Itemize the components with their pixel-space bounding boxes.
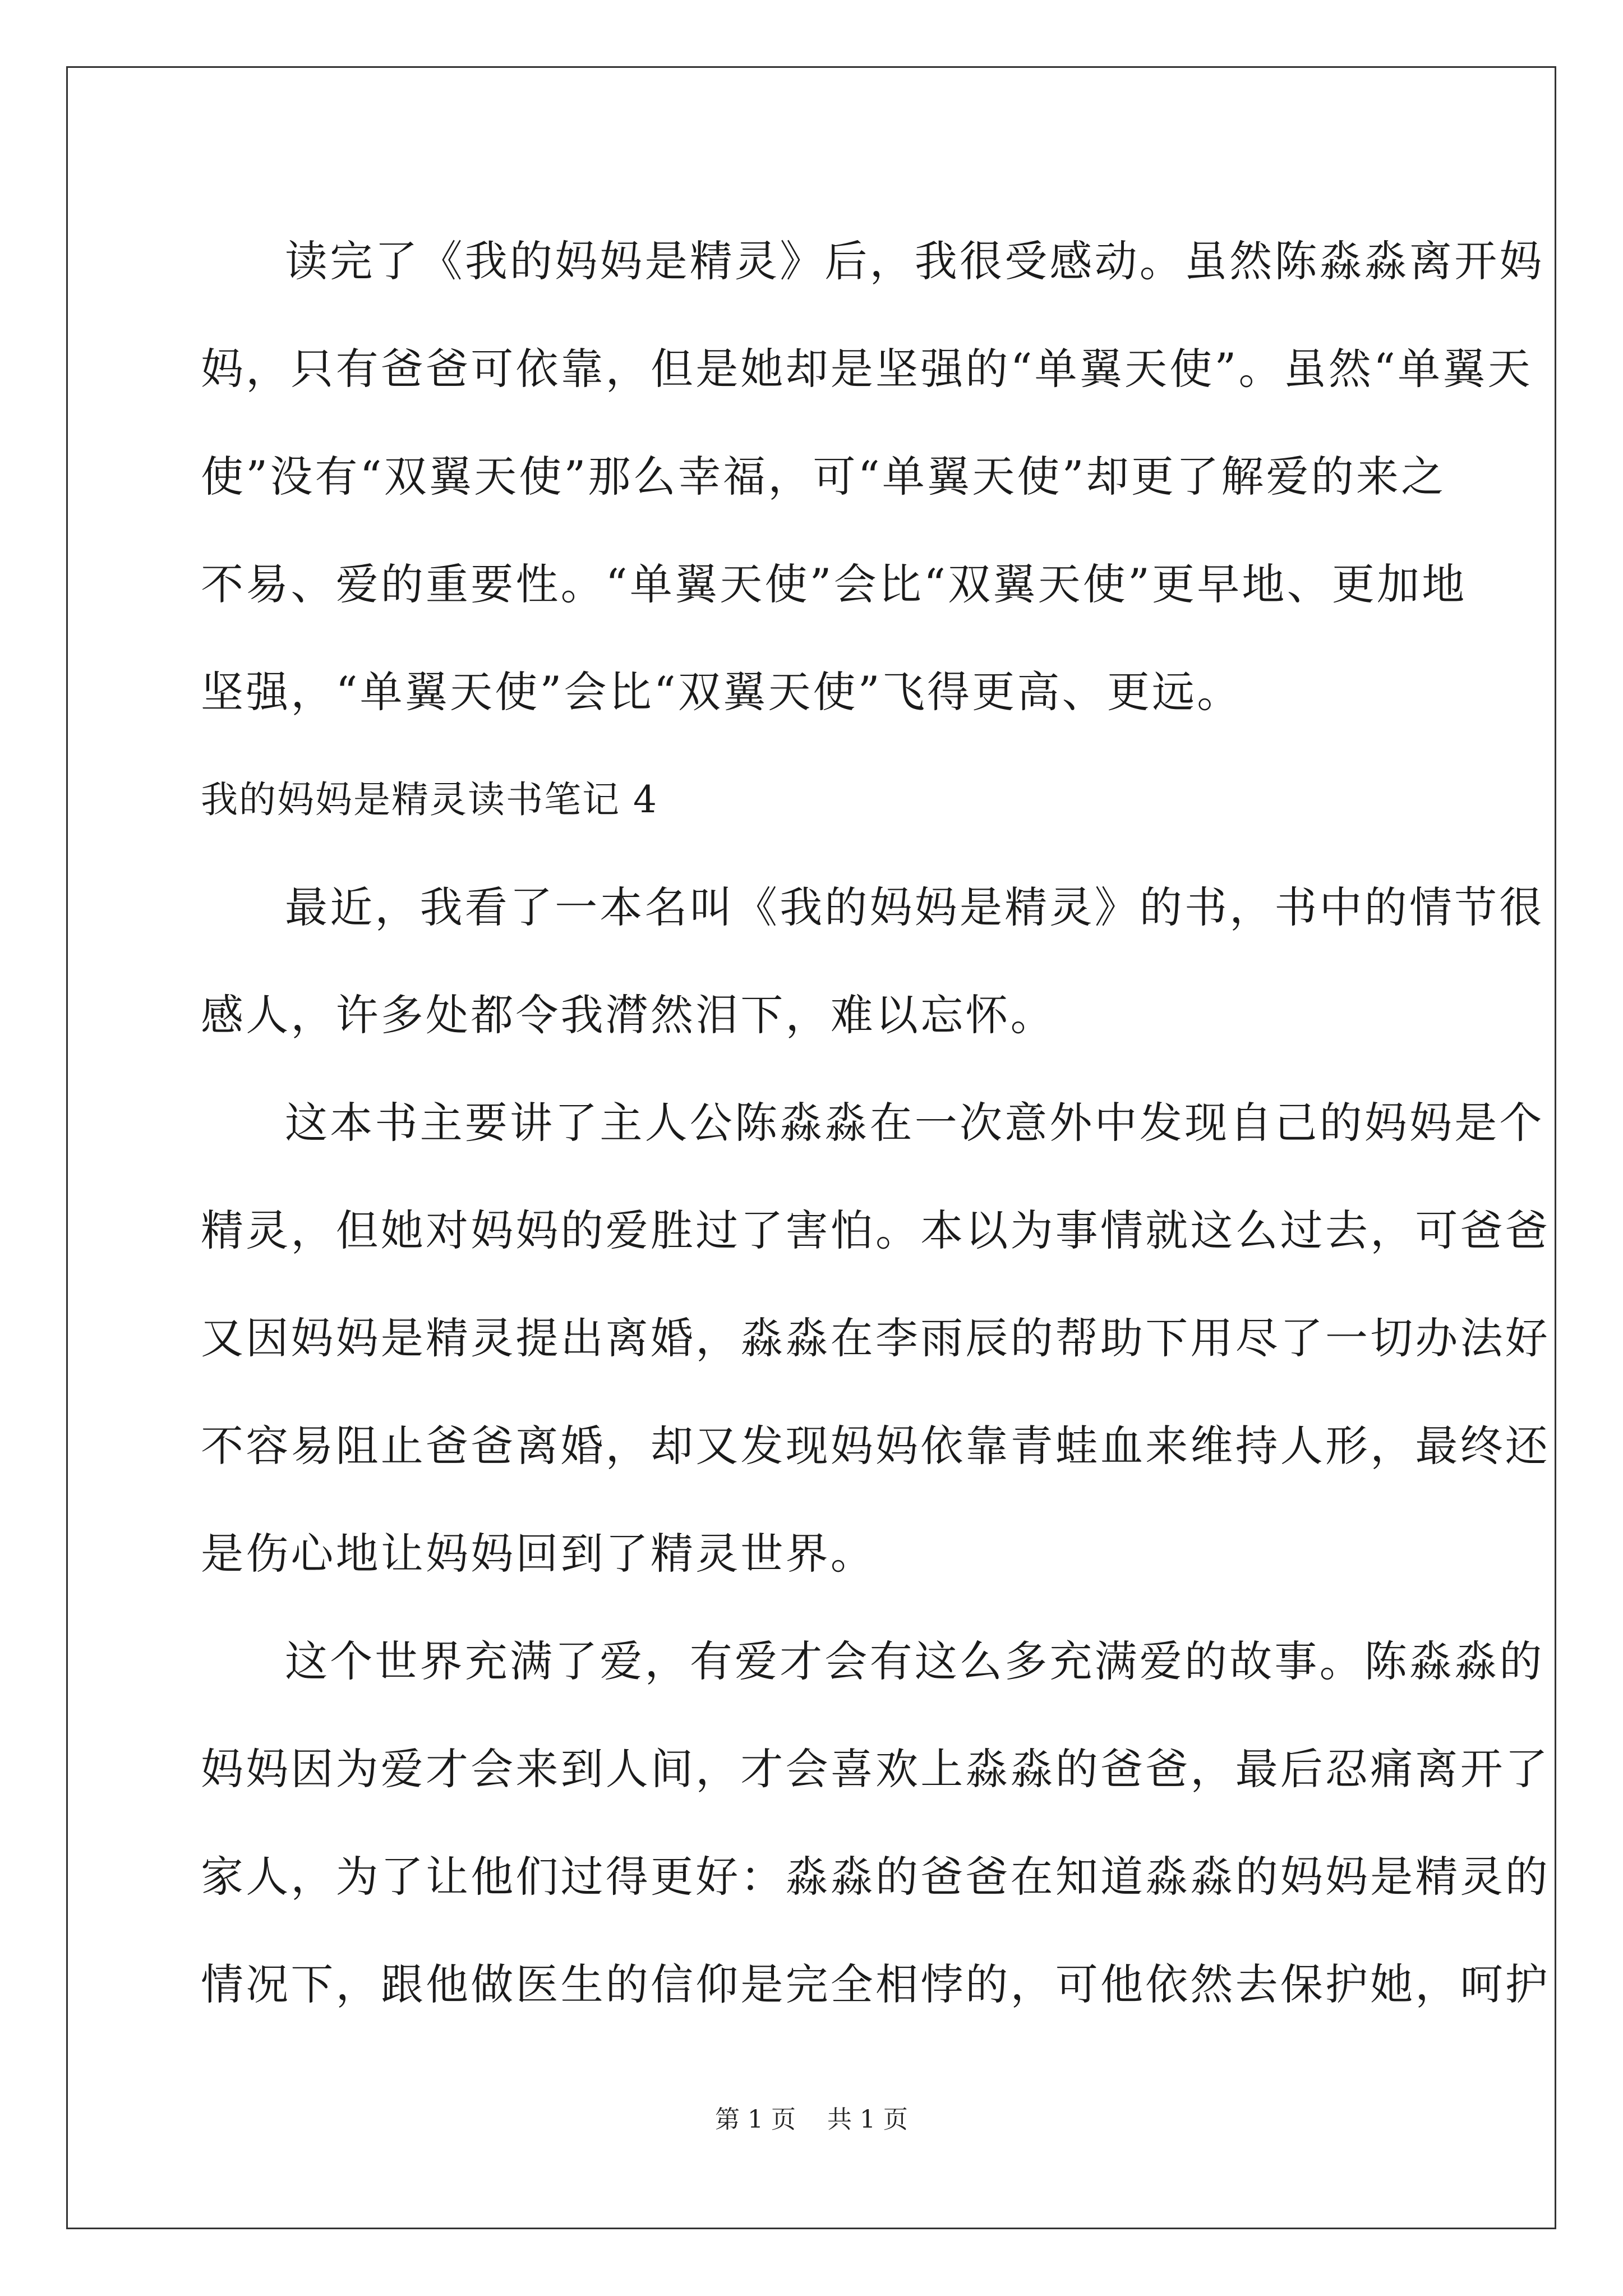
text-line: 感人，许多处都令我潸然泪下，难以忘怀。 — [201, 990, 1055, 1040]
text-line: 不易、爱的重要性。“单翼天使”会比“双翼天使”更早地、更加地 — [201, 559, 1467, 609]
page-footer: 第 1 页 共 1 页 — [715, 2105, 908, 2134]
paragraph-3 — [201, 1069, 1550, 1608]
paragraph-2 — [201, 854, 1544, 1069]
text-line: 又因妈妈是精灵提出离婚，淼淼在李雨辰的帮助下用尽了一切办法好 — [201, 1313, 1550, 1363]
text-line: 是伤心地让妈妈回到了精灵世界。 — [201, 1529, 875, 1579]
paragraph-4 — [201, 1608, 1550, 2039]
section-heading — [201, 746, 1435, 854]
text-line: 使”没有“双翼天使”那么幸福，可“单翼天使”却更了解爱的来之 — [201, 452, 1446, 501]
text-line: 最近，我看了一本名叫《我的妈妈是精灵》的书，书中的情节很 — [285, 882, 1544, 932]
text-line: 读完了《我的妈妈是精灵》后，我很受感动。虽然陈淼淼离开妈 — [285, 236, 1544, 286]
document-body — [201, 208, 1550, 2039]
text-line: 坚强，“单翼天使”会比“双翼天使”飞得更高、更远。 — [201, 667, 1242, 717]
text-line: 情况下，跟他做医生的信仰是完全相悖的，可他依然去保护她，呵护 — [201, 1959, 1550, 2009]
text-line: 妈，只有爸爸可依靠，但是她却是坚强的“单翼天使”。虽然“单翼天 — [201, 344, 1533, 394]
text-line: 不容易阻止爸爸离婚，却又发现妈妈依靠青蛙血来维持人形，最终还 — [201, 1421, 1550, 1471]
text-line: 这本书主要讲了主人公陈淼淼在一次意外中发现自己的妈妈是个 — [285, 1098, 1544, 1148]
paragraph-1 — [201, 208, 1544, 746]
text-line: 妈妈因为爱才会来到人间，才会喜欢上淼淼的爸爸，最后忍痛离开了 — [201, 1744, 1550, 1794]
text-line: 家人，为了让他们过得更好：淼淼的爸爸在知道淼淼的妈妈是精灵的 — [201, 1852, 1550, 1902]
text-line: 精灵，但她对妈妈的爱胜过了害怕。本以为事情就这么过去，可爸爸 — [201, 1205, 1550, 1255]
text-line: 这个世界充满了爱，有爱才会有这么多充满爱的故事。陈淼淼的 — [285, 1636, 1544, 1686]
heading-text: 我的妈妈是精灵读书笔记 4 — [201, 778, 658, 821]
